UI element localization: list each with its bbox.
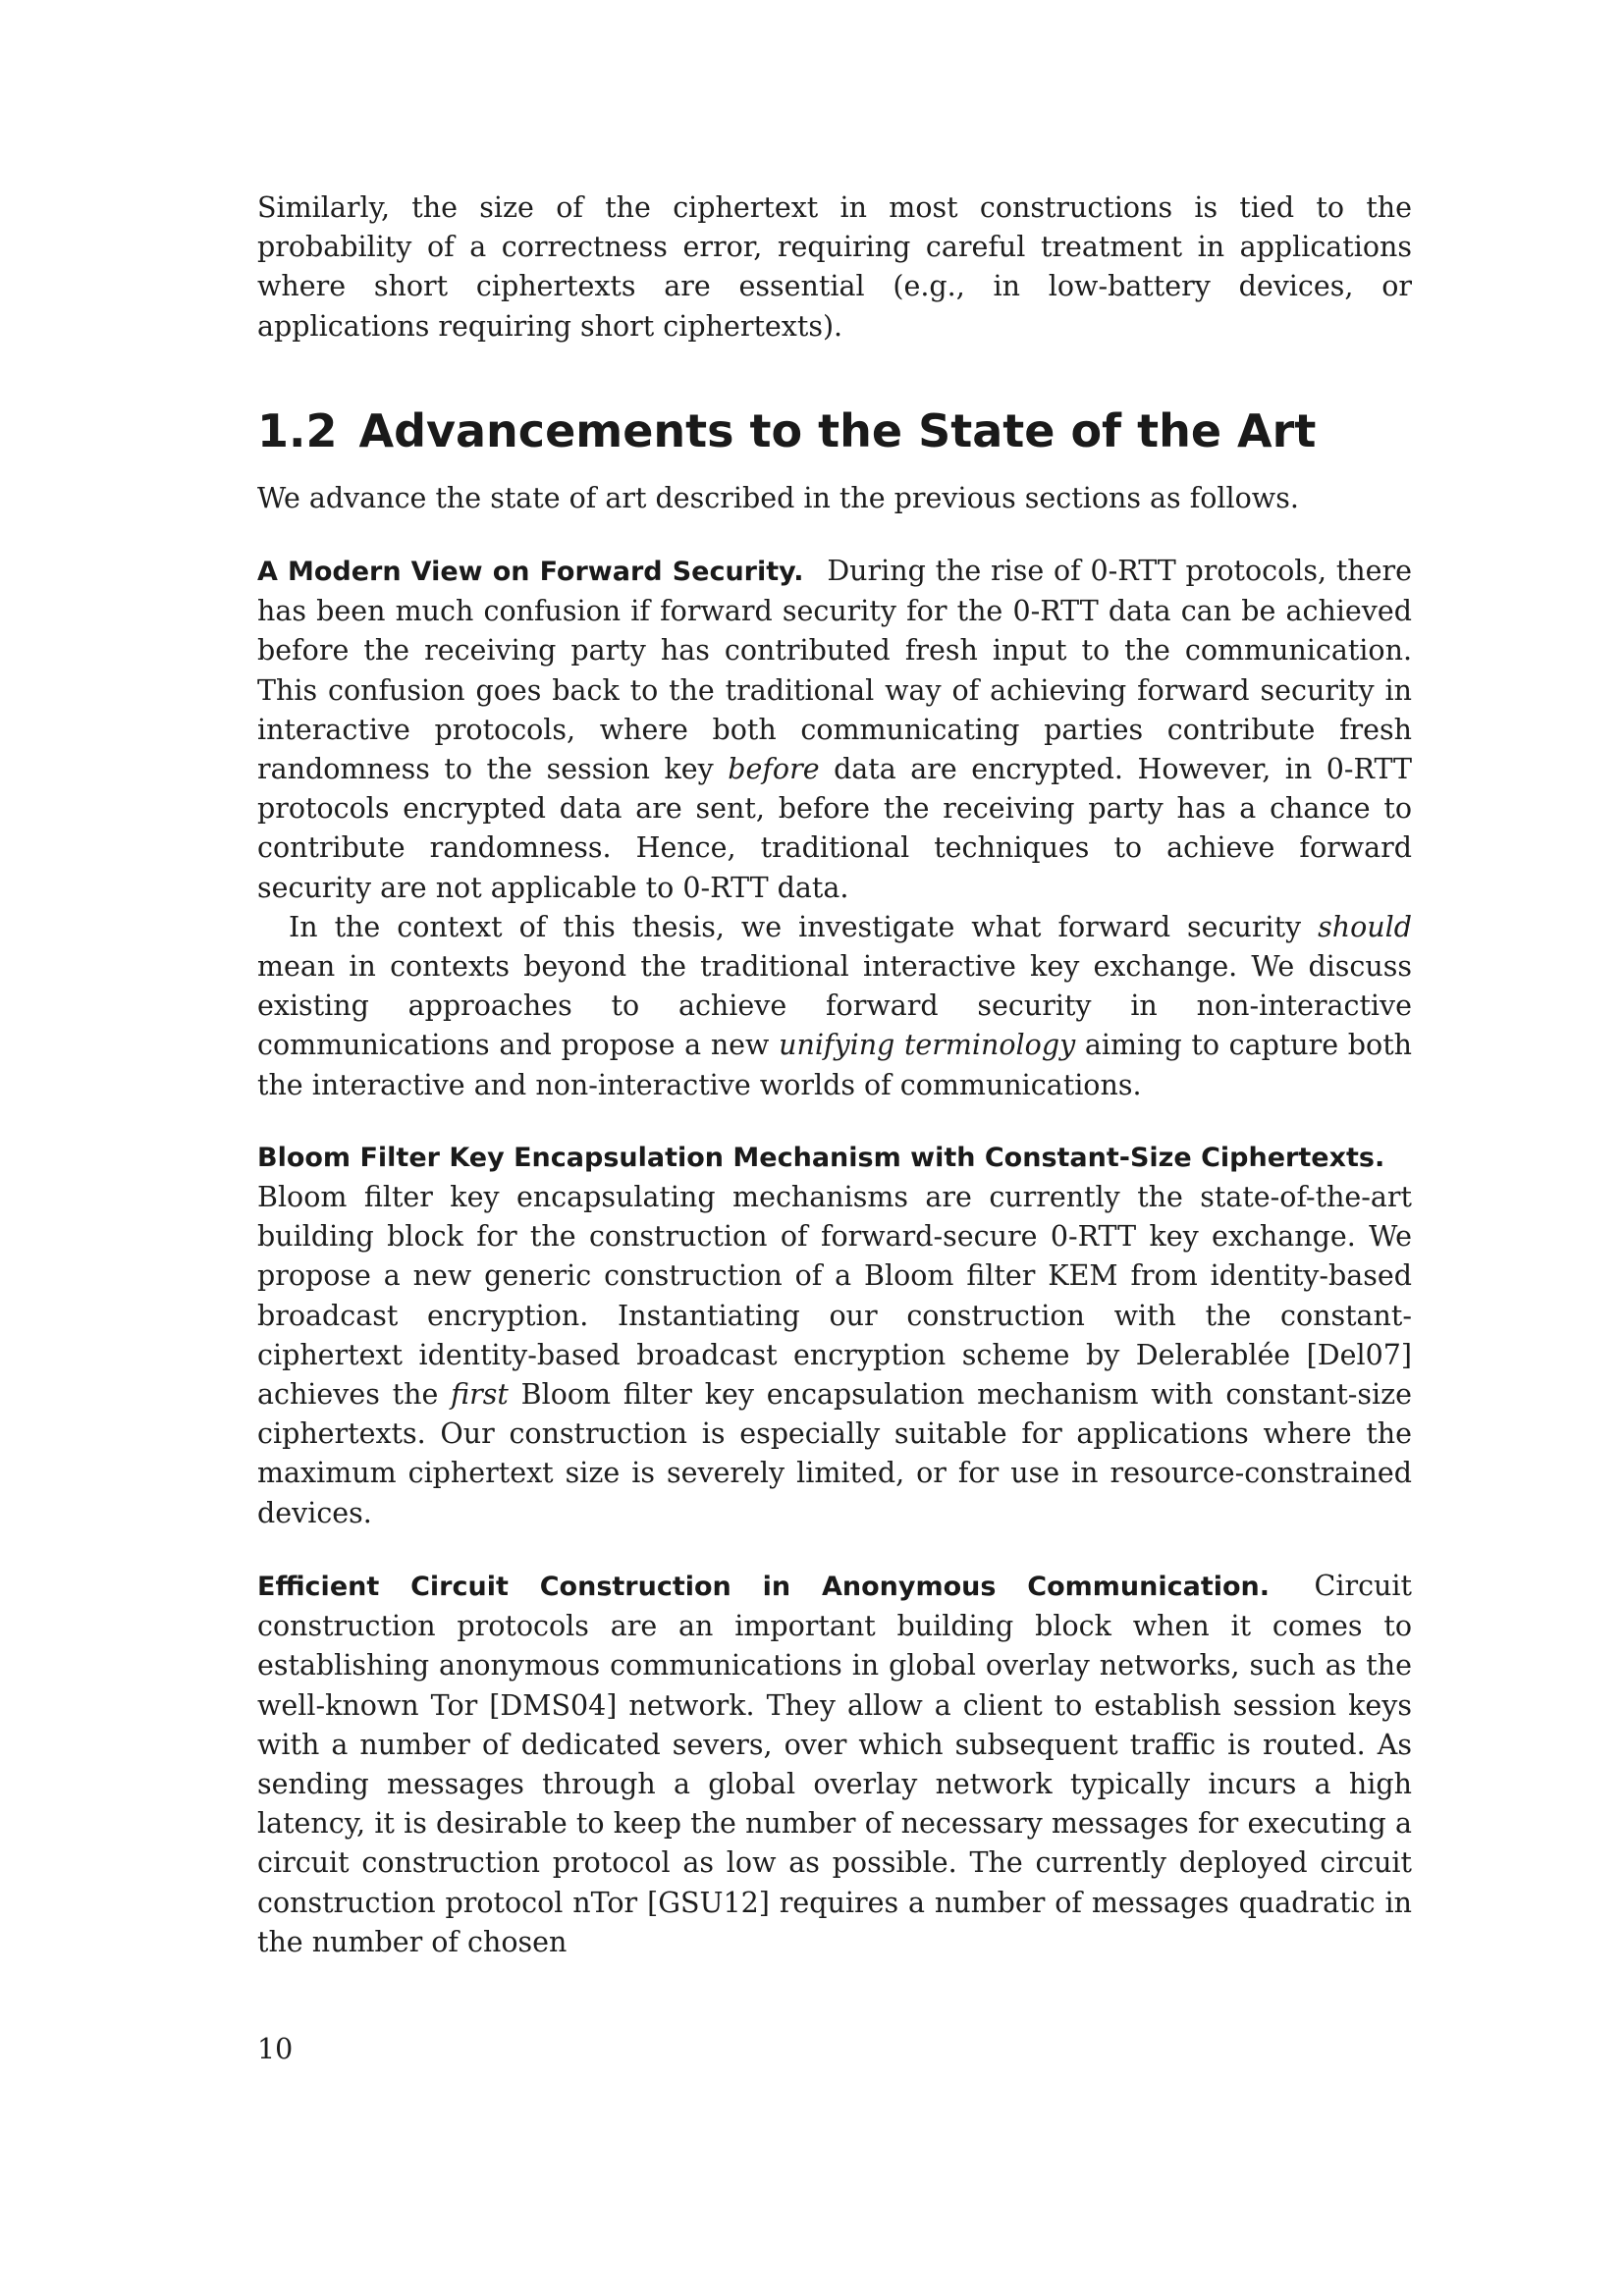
bloom-filter-text-a: Bloom filter key encapsulating mechanisms are currently the state-of-the-art building block for the construction of forward-secure 0-RTT key exchange. We propose a new generic construction of a Bloom filter KEM from identity-based broadcast encryption. Instantiating our construction with the constant-ciphertext identity-based broadcast encryption scheme by Delerablée [Del07] achieves the	[257, 1181, 1412, 1412]
forward-security-emphasis: before	[728, 753, 820, 786]
fs-p2-c: aiming to capture both the interactive and non-interactive worlds of communications.	[257, 1029, 1413, 1101]
forward-security-paragraph	[257, 552, 1412, 908]
forward-security-text-rest: data are encrypted. However, in 0-RTT protocols encrypted data are sent, before the receiving party has a chance to contribute randomness. Hence, traditional techniques to achieve forward security are not applicable to 0-RTT data.	[257, 753, 1412, 904]
circuit-text: Circuit construction protocols are an important building block when it comes to establishing anonymous communications in global overlay networks, such as the well-known Tor [DMS04] network. They allow a client to establish session keys with a number of dedicated severs, over which subsequent traffic is routed. As sending messages through a global overlay network typically incurs a high latency, it is desirable to keep the number of necessary messages for executing a circuit construction protocol as low as possible. The currently deployed circuit construction protocol nTor [GSU12] requires a number of messages quadratic in the number of chosen	[257, 1569, 1412, 1958]
intro-paragraph: Similarly, the size of the ciphertext in most constructions is tied to the probability of a correctness error, requiring careful treatment in applications where short ciphertexts are essential (e.g., in low-battery devices, or applications requiring short ciphertexts).	[257, 191, 1412, 343]
bloom-filter-heading: Bloom Filter Key Encapsulation Mechanism with Constant-Size Ciphertexts.	[257, 1142, 1385, 1173]
fs-p2-b: mean in contexts beyond the traditional interactive key exchange. We discuss existing approaches to achieve forward security in non-interactive communications and propose a new	[257, 950, 1412, 1062]
fs-p2-a: In the context of this thesis, we investigate what forward security	[289, 910, 1302, 943]
page-number: 10	[257, 2033, 294, 2065]
forward-security-heading: A Modern View on Forward Security.	[257, 557, 804, 588]
section-title: Advancements to the State of the Art	[358, 403, 1317, 457]
fs-p2-emphasis-should: should	[1318, 910, 1413, 943]
circuit-paragraph	[257, 1567, 1412, 1962]
bloom-filter-paragraph	[257, 1139, 1412, 1533]
section-lead: We advance the state of art described in the previous sections as follows.	[257, 481, 1299, 514]
circuit-heading: Efficient Circuit Construction in Anonymous Communication.	[257, 1571, 1271, 1602]
bloom-filter-text-b: Bloom filter key encapsulation mechanism with constant-size ciphertexts. Our construction is especially suitable for applications where the maximum ciphertext size is severely limited, or for use in resource-constrained devices.	[257, 1378, 1412, 1529]
section-heading	[257, 403, 1412, 458]
page-body	[257, 188, 1412, 1962]
fs-p2-emphasis-terminology: unifying terminology	[779, 1029, 1076, 1062]
forward-security-text: During the rise of 0-RTT protocols, there has been much confusion if forward security for the 0-RTT data can be achieved before the receiving party has contributed fresh input to the communication. This confusion goes back to the traditional way of achieving forward security in interactive protocols, where both communicating parties contribute fresh randomness to the session key	[257, 555, 1412, 786]
bloom-filter-emphasis: first	[451, 1378, 509, 1412]
section-number: 1.2	[257, 403, 338, 457]
forward-security-paragraph-2	[257, 908, 1412, 1105]
